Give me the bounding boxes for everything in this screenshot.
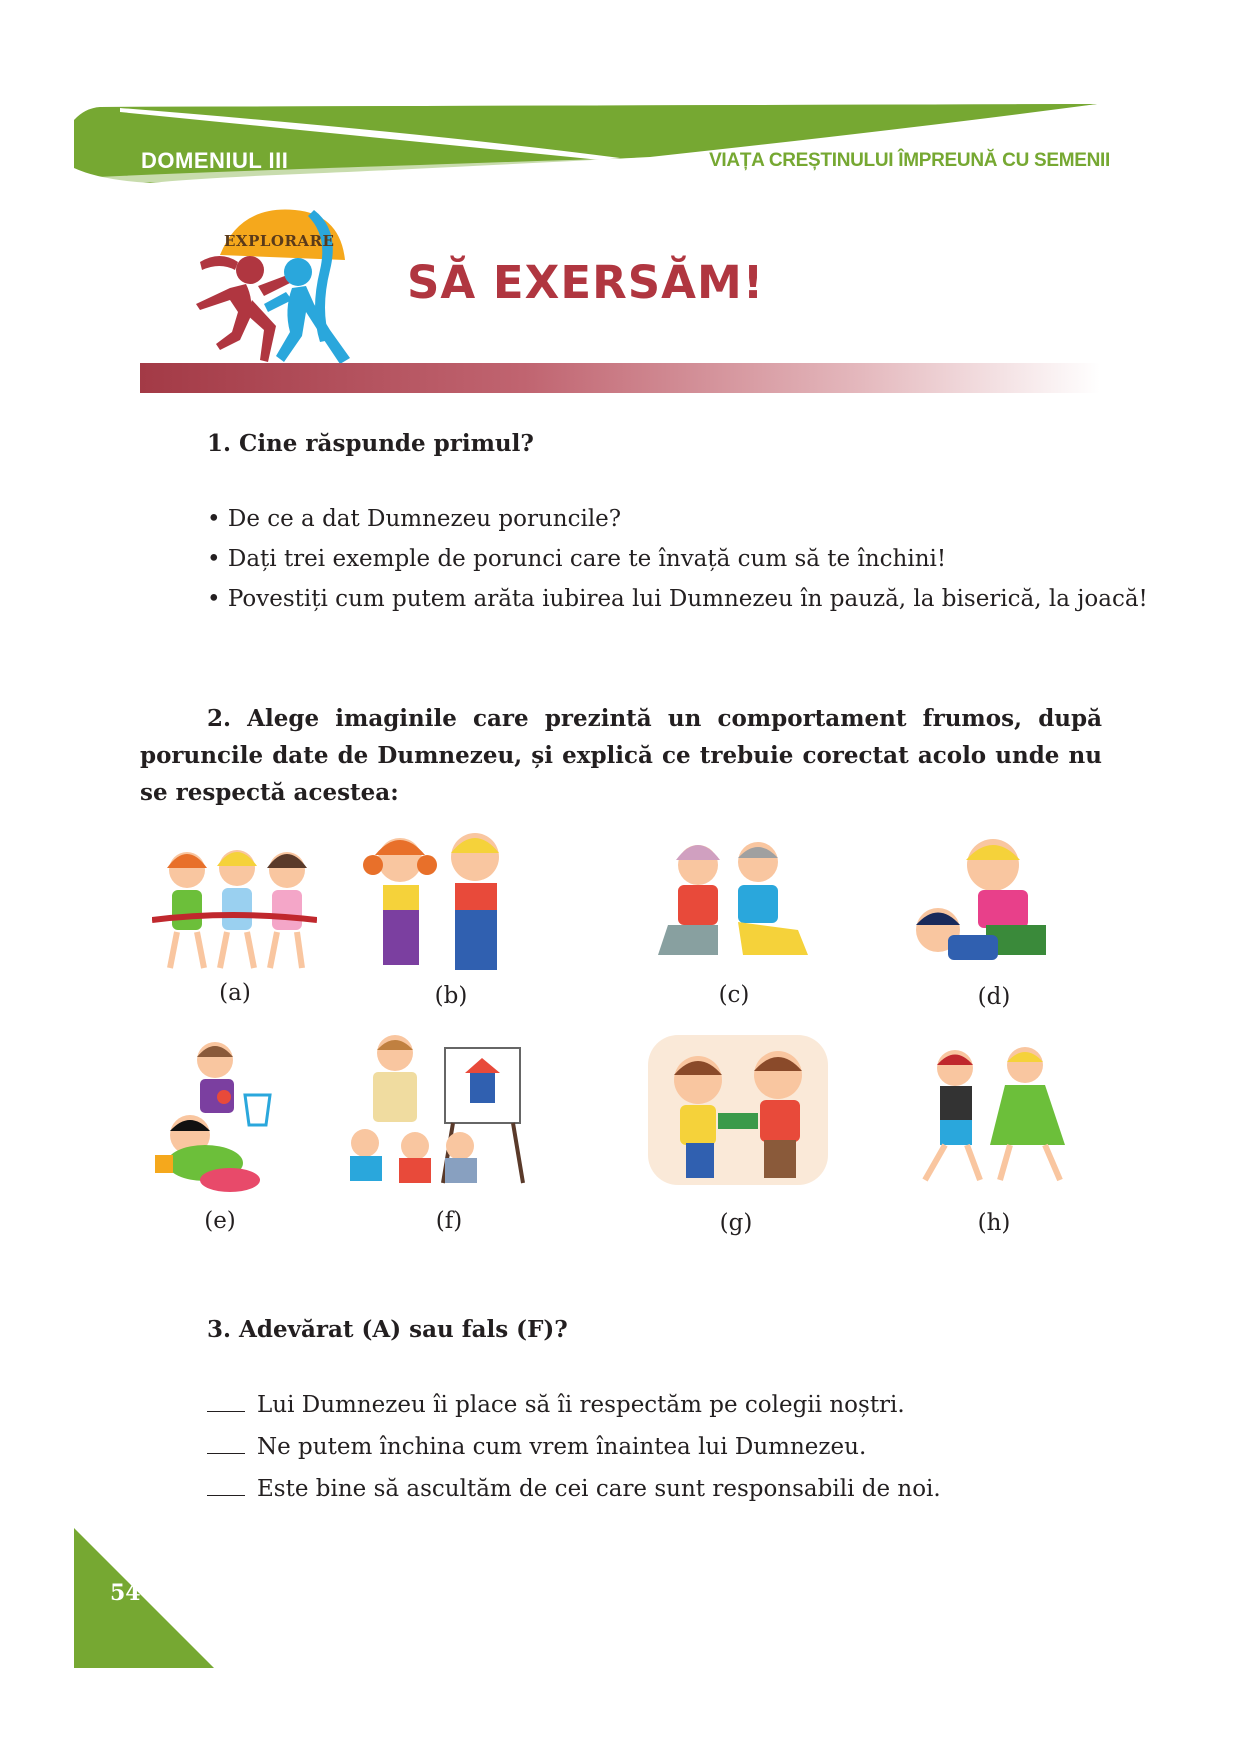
q3-statement: Este bine să ascultăm de cei care sunt responsabili de noi.: [207, 1476, 941, 1502]
image-g: [648, 1035, 828, 1185]
explore-label: EXPLORARE: [224, 232, 335, 250]
image-b: [355, 825, 530, 985]
caption-h: (h): [977, 1210, 1011, 1236]
page-number: 54: [110, 1580, 141, 1606]
subject-label: VIAȚA CREȘTINULUI ÎMPREUNĂ CU SEMENII: [709, 150, 1110, 171]
image-f: [335, 1028, 545, 1188]
q3-statement: Ne putem închina cum vrem înaintea lui Dumnezeu.: [207, 1434, 866, 1460]
caption-d: (d): [977, 984, 1011, 1010]
answer-blank[interactable]: [207, 1451, 245, 1454]
caption-g: (g): [719, 1210, 753, 1236]
caption-c: (c): [718, 982, 750, 1008]
answer-blank[interactable]: [207, 1493, 245, 1496]
q1-bullet: • De ce a dat Dumnezeu poruncile?: [207, 506, 622, 532]
caption-e: (e): [204, 1208, 236, 1234]
image-h: [895, 1040, 1085, 1190]
page-corner: [74, 1528, 214, 1668]
image-a: [152, 840, 317, 980]
image-c: [648, 830, 818, 965]
explore-logo: [180, 200, 410, 380]
title-underline-bar: [140, 363, 1100, 393]
q1-bullet: • Povestiți cum putem arăta iubirea lui Dumnezeu în pauză, la biserică, la joacă!: [207, 586, 1148, 612]
q3-statement: Lui Dumnezeu îi place să îi respectăm pe colegii noștri.: [207, 1392, 905, 1418]
domain-label: DOMENIUL III: [141, 148, 289, 173]
caption-a: (a): [219, 980, 251, 1006]
page-title: SĂ EXERSĂM!: [407, 256, 765, 309]
q2-text: [140, 700, 1102, 811]
caption-f: (f): [435, 1208, 463, 1234]
image-d: [898, 830, 1078, 970]
caption-b: (b): [434, 983, 468, 1009]
answer-blank[interactable]: [207, 1409, 245, 1412]
image-e: [150, 1035, 275, 1195]
q2-text-body: 2. Alege imaginile care prezintă un comportament frumos, după poruncile date de Dumnezeu, și explică ce trebuie corectat acolo unde nu se respectă acestea:: [140, 705, 1102, 806]
q1-bullet: • Dați trei exemple de porunci care te învață cum să te închini!: [207, 546, 947, 572]
q1-title: 1. Cine răspunde primul?: [207, 430, 534, 457]
q3-title: 3. Adevărat (A) sau fals (F)?: [207, 1316, 568, 1343]
